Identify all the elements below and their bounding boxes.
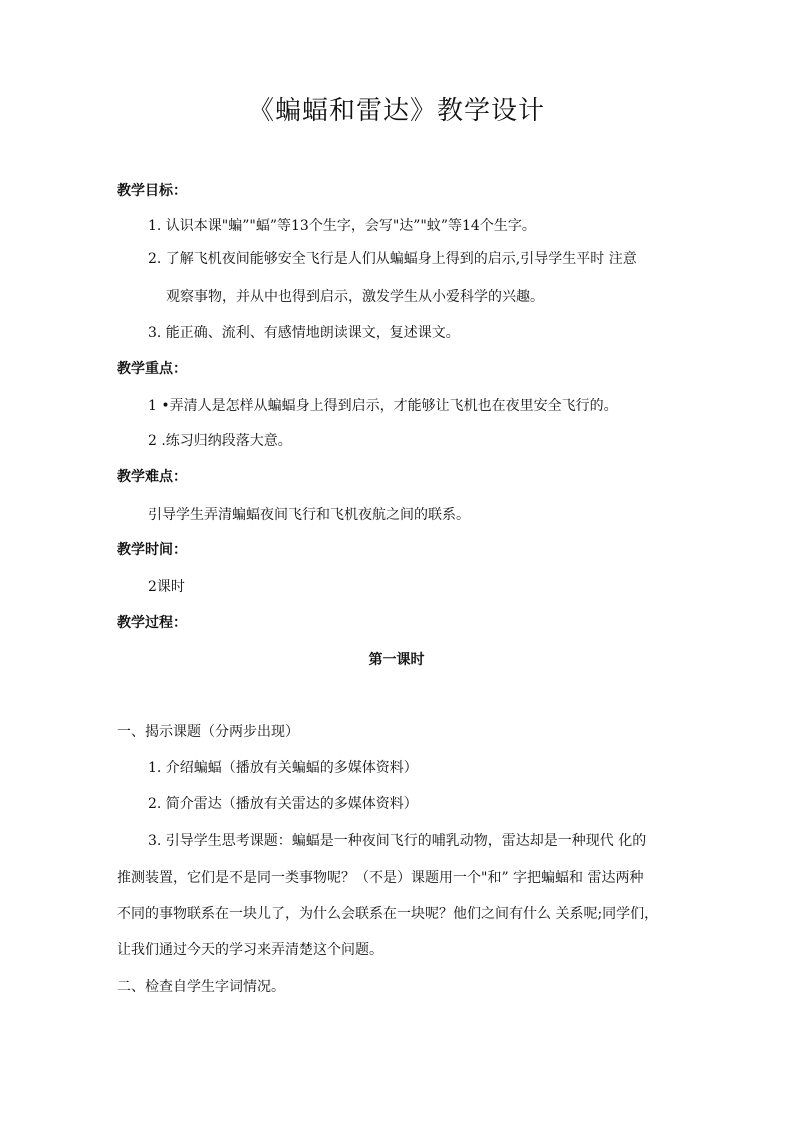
section-heading: 二、检查自学生字词情况。 <box>117 979 285 995</box>
goal-item: 3. 能正确、流利、有感情地朗读课文，复述课文。 <box>148 325 460 341</box>
document-title: 《蝙蝠和雷达》教学设计 <box>247 96 545 126</box>
key-points-heading: 教学重点： <box>117 361 187 377</box>
time-text: 2课时 <box>148 579 185 595</box>
goal-item: 1. 认识本课"蝙”"蝠”等13个生字，会写"达”"蚊”等14个生字。 <box>148 218 536 234</box>
goal-item-continued: 观察事物，并从中也得到启示，激发学生从小爱科学的兴趣。 <box>166 289 544 305</box>
difficulty-heading: 教学难点： <box>117 469 187 485</box>
key-point-item: 1 •弄清人是怎样从蝙蝠身上得到启示，才能够让飞机也在夜里安全飞行的。 <box>148 398 618 414</box>
paragraph-line: 推测装置，它们是不是同一类事物呢？（不是）课题用一个"和” 字把蝙蝠和 雷达两种 <box>117 870 644 886</box>
paragraph-line: 不同的事物联系在一块儿了，为什么会联系在一块呢？他们之间有什么 关系呢;同学们， <box>117 906 659 922</box>
goal-item: 2. 了解飞机夜间能够安全飞行是人们从蝙蝠身上得到的启示,引导学生平时 注意 <box>148 251 637 267</box>
section-heading: 一、揭示课题（分两步出现） <box>117 724 299 740</box>
process-heading: 教学过程： <box>117 615 187 631</box>
difficulty-text: 引导学生弄清蝙蝠夜间飞行和飞机夜航之间的联系。 <box>148 507 470 523</box>
paragraph-line: 让我们通过今天的学习来弄清楚这个问题。 <box>117 942 383 958</box>
goals-heading: 教学目标： <box>117 183 187 199</box>
time-heading: 教学时间： <box>117 542 187 558</box>
lesson-title: 第一课时 <box>368 652 425 668</box>
key-point-item: 2 .练习归纳段落大意。 <box>148 433 292 449</box>
section-item: 1. 介绍蝙蝠（播放有关蝙蝠的多媒体资料） <box>148 760 418 776</box>
section-item: 3. 引导学生思考课题：蝙蝠是一种夜间飞行的哺乳动物，雷达却是一种现代 化的 <box>148 833 647 849</box>
section-item: 2. 简介雷达（播放有关雷达的多媒体资料） <box>148 796 418 812</box>
